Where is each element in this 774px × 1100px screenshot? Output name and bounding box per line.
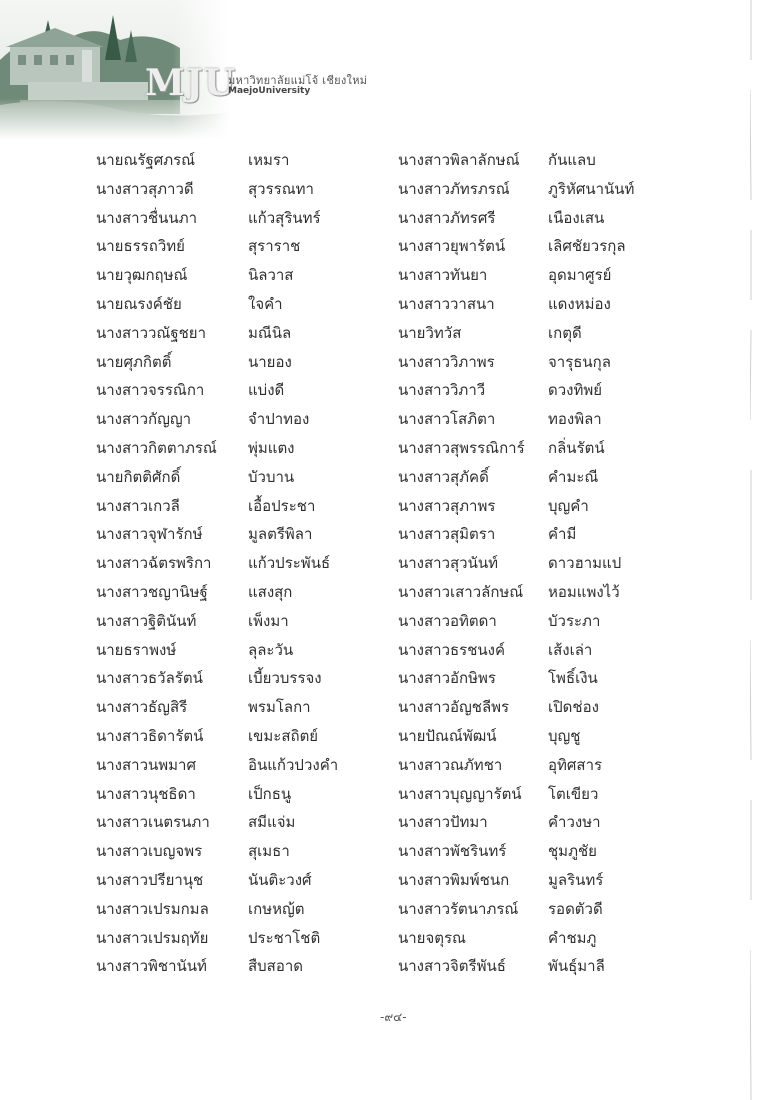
first-name: นางสาวรัตนาภรณ์: [398, 899, 519, 918]
page-header: [0, 0, 380, 150]
first-name: นางสาวปัทมา: [398, 813, 488, 832]
name-row: [398, 952, 698, 981]
name-row: [96, 693, 396, 722]
last-name: สุเมธา: [248, 842, 290, 861]
last-name: บุญคำ: [548, 496, 589, 515]
first-name: นางสาวปรียานุช: [96, 870, 204, 889]
name-list-right-column: [398, 146, 698, 981]
first-name: นายจตุรณ: [398, 928, 466, 947]
last-name: ภูริหัศนานันท์: [548, 179, 635, 198]
page-number: -๙๔-: [380, 1010, 407, 1024]
last-name: บัวระภา: [548, 611, 601, 630]
name-row: [398, 578, 698, 607]
first-name: นางสาวอทิตดา: [398, 611, 497, 630]
name-row: [96, 780, 396, 809]
last-name: อินแก้วปวงคำ: [248, 755, 339, 774]
name-row: [96, 549, 396, 578]
first-name: นางสาววิภาพร: [398, 352, 495, 371]
name-row: [398, 808, 698, 837]
name-row: [96, 261, 396, 290]
name-row: [96, 895, 396, 924]
first-name: นางสาวเนตรนภา: [96, 813, 210, 832]
last-name: เกษหญ้ต: [248, 899, 305, 918]
last-name: เส้งเล่า: [548, 640, 593, 659]
first-name: นางสาวเกวลี: [96, 496, 180, 515]
last-name: จำปาทอง: [248, 410, 310, 429]
name-row: [96, 808, 396, 837]
first-name: นายศุภกิตติ์: [96, 352, 172, 371]
first-name: นางสาวสุมิตรา: [398, 525, 496, 544]
first-name: นางสาวธิดารัตน์: [96, 726, 204, 745]
first-name: นางสาวเบญจพร: [96, 842, 203, 861]
first-name: นางสาวจุฬารักษ์: [96, 525, 203, 544]
last-name: แดงหม่อง: [548, 294, 611, 313]
last-name: สมีแจ่ม: [248, 813, 296, 832]
first-name: นายวิทวัส: [398, 323, 462, 342]
first-name: นางสาวยุพารัตน์: [398, 237, 506, 256]
first-name: นางสาววณัฐชยา: [96, 323, 207, 342]
last-name: จารุธนกุล: [548, 352, 611, 371]
name-row: [96, 290, 396, 319]
last-name: คำชมภู: [548, 928, 597, 947]
first-name: นางสาวอักษิพร: [398, 669, 496, 688]
first-name: นางสาวจรรณิกา: [96, 381, 205, 400]
name-row: [398, 664, 698, 693]
name-row: [398, 376, 698, 405]
name-row: [398, 434, 698, 463]
first-name: นางสาวเสาวลักษณ์: [398, 582, 524, 601]
first-name: นางสาวนุชธิดา: [96, 784, 196, 803]
name-row: [398, 405, 698, 434]
last-name: นันติะวงศ์: [248, 870, 312, 889]
last-name: เหมรา: [248, 151, 290, 169]
first-name: นายธรรถวิทย์: [96, 237, 185, 256]
name-row: [398, 290, 698, 319]
first-name: นางสาวสุภาวดี: [96, 179, 194, 198]
last-name: คำมะณี: [548, 467, 599, 486]
first-name: นางสาวชญานิษฐ์: [96, 582, 208, 601]
first-name: นางสาวเปรมฤทัย: [96, 928, 209, 947]
name-row: [398, 463, 698, 492]
first-name: นางสาววิภาวี: [398, 381, 486, 400]
name-row: [96, 578, 396, 607]
last-name: หอมแพงไว้: [548, 582, 620, 601]
last-name: แสงสุก: [248, 582, 293, 601]
first-name: นายกิตติศักดิ์: [96, 467, 181, 486]
name-row: [96, 376, 396, 405]
first-name: นางสาวอัญชลีพร: [398, 698, 510, 717]
name-row: [96, 636, 396, 665]
first-name: นางสาวสุภาพร: [398, 496, 496, 515]
name-row: [398, 319, 698, 348]
last-name: นายอง: [248, 352, 292, 371]
university-name-thai: มหาวิทยาลัยแม่โจ้ เชียงใหม่: [228, 74, 368, 87]
last-name: เกตุดี: [548, 323, 582, 342]
last-name: ดาวฮามแป: [548, 554, 622, 573]
last-name: ลุละวัน: [248, 640, 294, 659]
first-name: นายวุฒกฤษณ์: [96, 266, 188, 285]
name-row: [398, 866, 698, 895]
name-row: [398, 751, 698, 780]
last-name: มูลรินทร์: [548, 870, 604, 889]
first-name: นางสาวชื่นนภา: [96, 208, 198, 227]
university-logo: MJU: [145, 62, 237, 104]
name-row: [398, 175, 698, 204]
name-row: [398, 636, 698, 665]
first-name: นายปัณณ์พัฒน์: [398, 726, 497, 745]
first-name: นางสาววาสนา: [398, 294, 495, 313]
last-name: โพธิ์เงิน: [548, 669, 598, 688]
last-name: สุราราช: [248, 237, 301, 256]
name-row: [96, 463, 396, 492]
first-name: นางสาวโสภิตา: [398, 410, 496, 429]
first-name: นางสาวพิชานันท์: [96, 957, 207, 976]
name-row: [96, 952, 396, 981]
first-name: นางสาวธรชนงค์: [398, 640, 506, 659]
first-name: นางสาวจิตรีพันธ์: [398, 957, 506, 976]
last-name: บุญชู: [548, 726, 581, 745]
name-row: [96, 607, 396, 636]
first-name: นางสาวพิมพ์ชนก: [398, 870, 510, 889]
last-name: พันธุ์มาลี: [548, 957, 605, 976]
name-row: [96, 175, 396, 204]
name-row: [398, 924, 698, 953]
first-name: นางสาวฐิตินันท์: [96, 611, 197, 630]
name-row: [96, 146, 396, 175]
first-name: นางสาวพัชรินทร์: [398, 842, 507, 861]
first-name: นางสาวสุวนันท์: [398, 554, 498, 573]
first-name: นางสาวฉัตรพริกา: [96, 554, 212, 573]
last-name: อุดมาศูรย์: [548, 266, 612, 285]
last-name: เนืองเสน: [548, 208, 605, 227]
name-row: [398, 837, 698, 866]
last-name: ชุมภูชัย: [548, 842, 597, 861]
last-name: เลิศชัยวรกุล: [548, 237, 626, 256]
last-name: กลิ่นรัตน์: [548, 438, 605, 457]
first-name: นางสาวภัทรภรณ์: [398, 179, 510, 198]
first-name: นางสาวเปรมกมล: [96, 899, 209, 918]
last-name: พุ่มแตง: [248, 438, 295, 457]
last-name: มูลตรีพิลา: [248, 525, 313, 544]
last-name: เพ็งมา: [248, 611, 289, 630]
page-edge-shadow: [750, 0, 752, 1100]
last-name: ประชาโชติ: [248, 928, 321, 947]
name-row: [398, 693, 698, 722]
name-row: [398, 780, 698, 809]
first-name: นางสาวทันยา: [398, 266, 488, 285]
name-row: [96, 866, 396, 895]
name-row: [398, 607, 698, 636]
first-name: นางสาวนพมาศ: [96, 755, 196, 774]
first-name: นางสาวบุญญารัตน์: [398, 784, 522, 803]
last-name: มณีนิล: [248, 323, 292, 342]
last-name: รอดตัวดี: [548, 899, 603, 918]
name-row: [96, 837, 396, 866]
last-name: เอื้อประชา: [248, 496, 316, 515]
name-row: [96, 405, 396, 434]
name-row: [398, 261, 698, 290]
name-row: [398, 204, 698, 233]
last-name: แก้วสุรินทร์: [248, 208, 321, 227]
name-row: [96, 319, 396, 348]
last-name: สืบสอาด: [248, 957, 304, 976]
last-name: อุทิศสาร: [548, 755, 603, 774]
name-row: [398, 232, 698, 261]
last-name: บัวบาน: [248, 467, 295, 486]
last-name: ทองพิลา: [548, 410, 602, 429]
last-name: โตเขียว: [548, 784, 599, 803]
first-name: นายณรัฐศภรณ์: [96, 151, 196, 169]
university-name-english: MaejoUniversity: [228, 86, 311, 96]
name-row: [96, 664, 396, 693]
last-name: สุวรรณทา: [248, 179, 314, 198]
first-name: นางสาวธัญสิรี: [96, 698, 188, 717]
name-row: [398, 895, 698, 924]
first-name: นางสาวพิลาลักษณ์: [398, 151, 520, 169]
name-row: [96, 204, 396, 233]
name-row: [96, 722, 396, 751]
last-name: แก้วประพันธ์: [248, 554, 331, 573]
name-row: [96, 924, 396, 953]
name-row: [96, 492, 396, 521]
name-row: [398, 146, 698, 175]
name-row: [96, 751, 396, 780]
name-row: [398, 492, 698, 521]
last-name: คำมี: [548, 525, 577, 544]
last-name: พรมโลกา: [248, 698, 311, 717]
name-row: [398, 520, 698, 549]
first-name: นางสาวภัทรศรี: [398, 208, 496, 227]
last-name: เบี้ยวบรรจง: [248, 669, 322, 688]
last-name: เปิดช่อง: [548, 698, 599, 717]
last-name: กันแลบ: [548, 151, 596, 169]
last-name: แบ่งดี: [248, 381, 285, 400]
first-name: นางสาวณภัทชา: [398, 755, 503, 774]
last-name: เขมะสถิตย์: [248, 726, 319, 745]
last-name: ดวงทิพย์: [548, 381, 603, 400]
name-row: [96, 434, 396, 463]
name-row: [398, 549, 698, 578]
name-row: [96, 520, 396, 549]
first-name: นายณรงค์ชัย: [96, 294, 182, 313]
name-list-left-column: [96, 146, 396, 981]
first-name: นางสาวธวัลรัตน์: [96, 669, 203, 688]
last-name: ใจคำ: [248, 294, 283, 313]
first-name: นางสาวกิตตาภรณ์: [96, 438, 217, 457]
first-name: นางสาวสุภัคดิ์: [398, 467, 489, 486]
first-name: นายธราพงษ์: [96, 640, 177, 659]
last-name: คำวงษา: [548, 813, 601, 832]
first-name: นางสาวสุพรรณิการ์: [398, 438, 525, 457]
name-row: [96, 232, 396, 261]
name-row: [398, 722, 698, 751]
first-name: นางสาวกัญญา: [96, 410, 192, 429]
last-name: นิลวาส: [248, 266, 294, 285]
name-row: [398, 348, 698, 377]
name-row: [96, 348, 396, 377]
last-name: เป็กธนู: [248, 784, 292, 803]
